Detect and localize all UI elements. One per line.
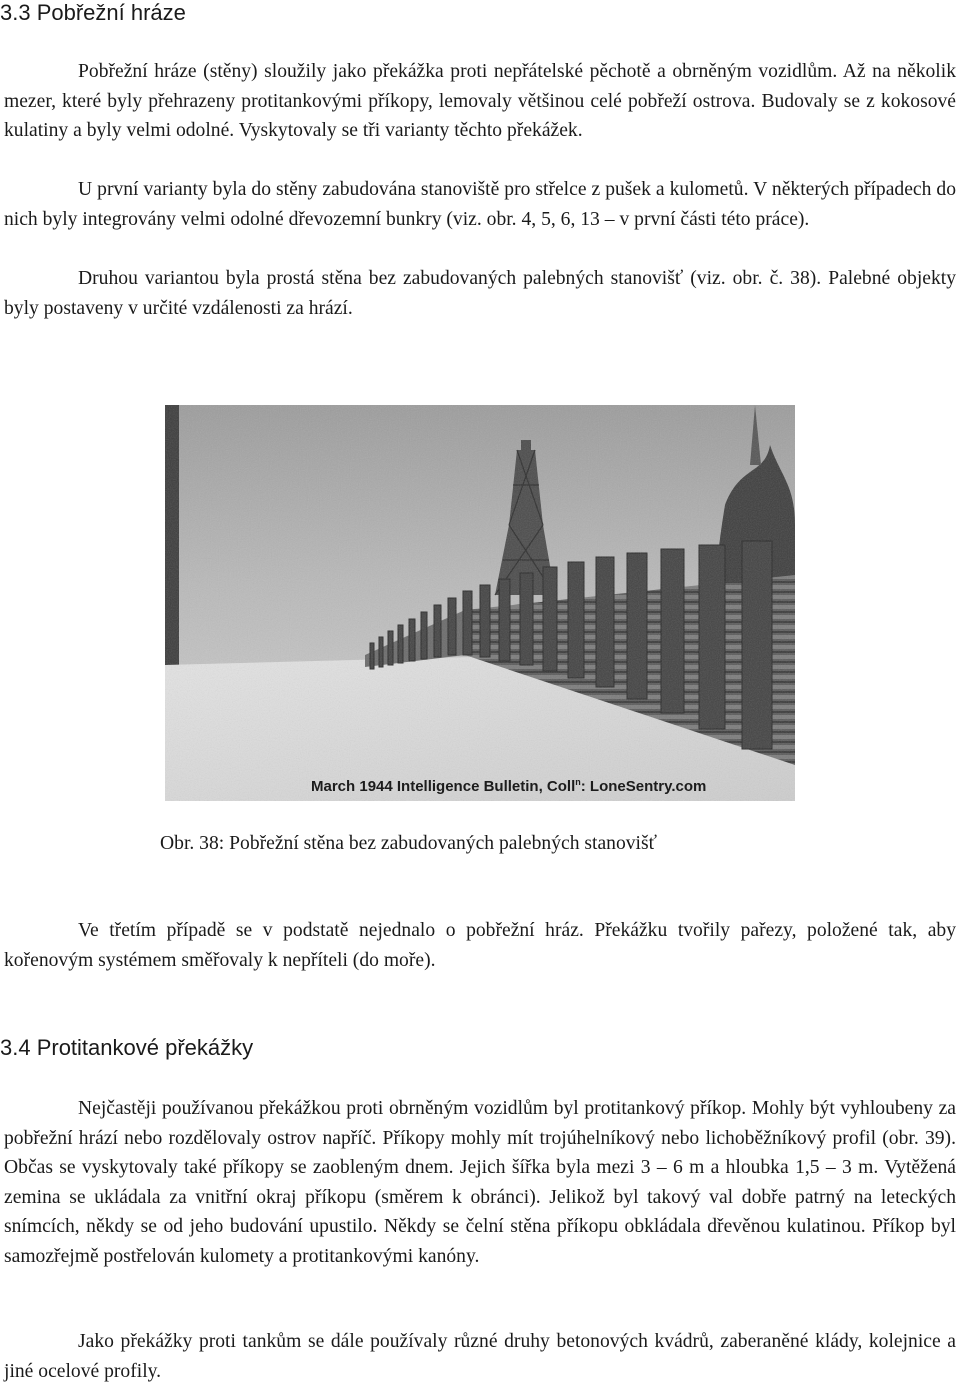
paragraph-variant-1 bbox=[4, 175, 956, 234]
paragraph-variant-3 bbox=[4, 916, 956, 975]
paragraph-variant-2 bbox=[4, 264, 956, 323]
section-heading-3-3: 3.3 Pobřežní hráze bbox=[0, 0, 186, 25]
paragraph-intro bbox=[4, 57, 956, 146]
paragraph-variant-2-text: Druhou variantou byla prostá stěna bez zabudovaných palebných stanovišť (viz. obr. č. 38). Palebné objekty byly postaveny v určité vzdálenosti za hrází. bbox=[4, 268, 956, 319]
paragraph-other-obstacles-text: Jako překážky proti tankům se dále používaly různé druhy betonových kvádrů, zaberaněné klády, kolejnice a jiné ocelové profily. bbox=[4, 1331, 956, 1382]
figure-caption: Obr. 38: Pobřežní stěna bez zabudovaných palebných stanovišť bbox=[160, 833, 657, 854]
coastal-wall-illustration bbox=[165, 405, 795, 801]
paragraph-antitank-ditch-text: Nejčastěji používanou překážkou proti obrněným vozidlům byl protitankový příkop. Mohly být vyhloubeny za pobřežní hrází nebo rozdělovaly ostrov napříč. Příkopy mohly mít trojúhelníkový nebo lichoběžníkový profil (obr. 39). Občas se vyskytovaly také příkopy se zaobleným dnem. Jejich šířka byla mezi 3 – 6 m a hloubka 1,5 – 3 m. Vytěžená zemina se ukládala za vnitřní okraj příkopu (směrem k obránci). Jelikož byl takový val dobře patrný na leteckých snímcích, někdy se od jeho budování upustilo. Někdy se čelní stěna příkopu obkládala dřevěnou kulatinou. Příkop byl samozřejmě postřelován kulomety a protitankovými kanóny. bbox=[4, 1098, 956, 1267]
section-heading-3-4: 3.4 Protitankové překážky bbox=[0, 1035, 254, 1060]
figure-credit: March 1944 Intelligence Bulletin, Coll$^n$: LoneSentry.com bbox=[311, 777, 707, 795]
paragraph-variant-3-text: Ve třetím případě se v podstatě nejednalo o pobřežní hráz. Překážku tvořily pařezy, položené tak, aby kořenovým systémem směřovaly k nepříteli (do moře). bbox=[4, 920, 956, 971]
paragraph-antitank-ditch bbox=[4, 1094, 956, 1271]
paragraph-variant-1-text: U první varianty byla do stěny zabudována stanoviště pro střelce z pušek a kulometů. V některých případech do nich byly integrovány velmi odolné dřevozemní bunkry (viz. obr. 4, 5, 6, 13 – v první části této práce). bbox=[4, 179, 956, 230]
paragraph-intro-text: Pobřežní hráze (stěny) sloužily jako překážka proti nepřátelské pěchotě a obrněným vozidlům. Až na několik mezer, které byly přehrazeny protitankovými příkopy, lemovaly většinou celé pobřeží ostrova. Budovaly se z kokosové kulatiny a byly velmi odolné. Vyskytovaly se tři varianty těchto překážek. bbox=[4, 61, 956, 141]
paragraph-other-obstacles bbox=[4, 1327, 956, 1386]
figure-coastal-wall-photo bbox=[165, 405, 795, 801]
